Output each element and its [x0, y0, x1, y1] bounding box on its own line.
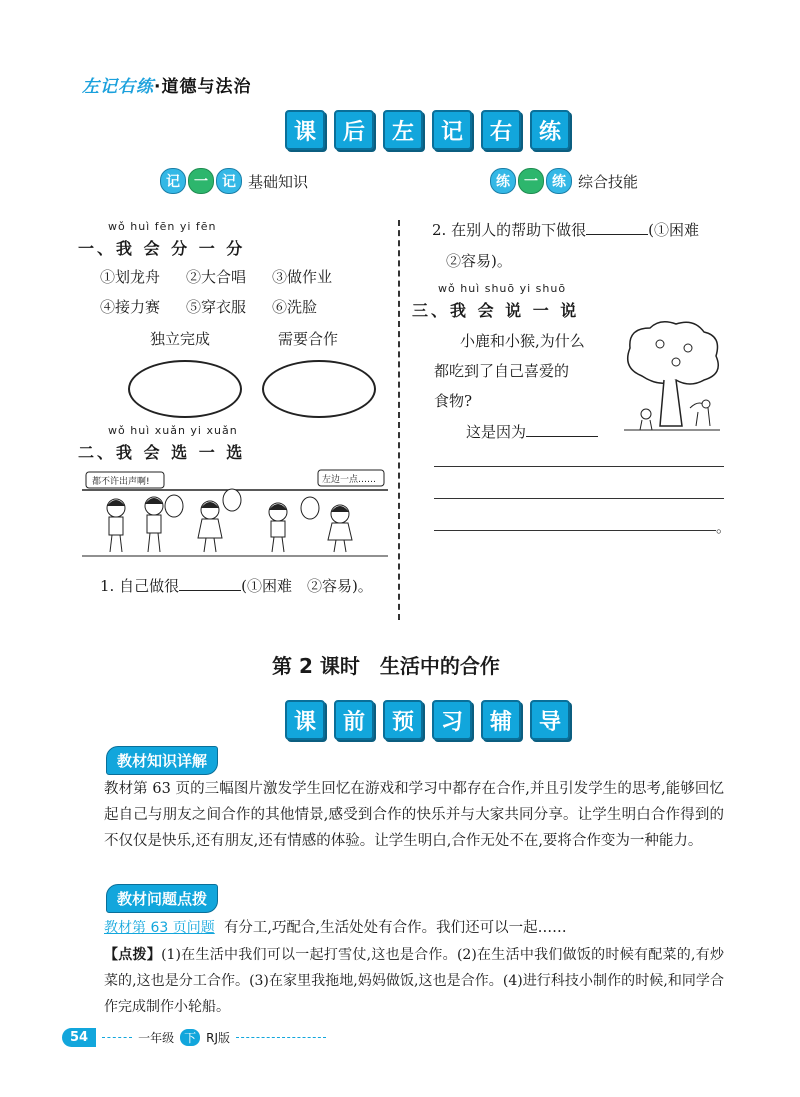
story-line-1: 小鹿和小猴,为什么 [460, 332, 585, 350]
footer-dash [102, 1037, 132, 1038]
option-item: ⑥洗脸 [272, 298, 318, 316]
answer-line-3[interactable] [434, 530, 716, 531]
sec1-heading: 一、我 会 分 一 分 [78, 239, 246, 258]
q2-line2: ②容易)。 [446, 252, 512, 270]
footer-grade: 一年级 [138, 1031, 175, 1045]
speech-bubble-left: 左边一点…… [322, 475, 377, 485]
page-number: 54 [62, 1028, 96, 1047]
category-independent: 独立完成 [150, 330, 211, 348]
brand-title [82, 72, 251, 97]
title-char: 记 [432, 110, 472, 150]
q2-blank[interactable] [586, 218, 648, 235]
kids-hanging-picture-illustration [82, 466, 388, 562]
column-divider [398, 220, 400, 620]
sec2-pinyin: wǒ huì xuǎn yi xuǎn [108, 424, 238, 437]
title-char: 后 [334, 110, 374, 150]
because-line [466, 420, 598, 443]
tip-paragraph [104, 942, 724, 1020]
answer-ellipse-independent [128, 360, 242, 418]
q1-prefix: 1. 自己做很 [100, 577, 180, 595]
badge-char: 一 [188, 168, 214, 194]
tag-question-tips: 教材问题点拨 [106, 884, 218, 913]
title-char: 习 [432, 700, 472, 740]
sec2-heading: 二、我 会 选 一 选 [78, 443, 246, 462]
question-1 [100, 574, 373, 597]
option-item: ③做作业 [272, 268, 333, 286]
badge-char: 记 [160, 168, 186, 194]
sec1-options-row1 [100, 266, 332, 288]
answer-line-2[interactable] [434, 498, 724, 499]
title-char: 导 [530, 700, 570, 740]
title-char: 预 [383, 700, 423, 740]
sec3-heading: 三、我 会 说 一 说 [412, 301, 580, 320]
answer-ellipse-cooperate [262, 360, 376, 418]
title-char: 课 [285, 700, 325, 740]
question-text: 有分工,巧配合,生活处处有合作。我们还可以一起…… [223, 920, 567, 936]
story-line-2: 都吃到了自己喜爱的 [434, 362, 570, 380]
badge-char: 练 [490, 168, 516, 194]
badge-label: 综合技能 [578, 172, 639, 191]
title-char: 前 [334, 700, 374, 740]
badge-skills [490, 168, 638, 194]
q1-blank[interactable] [179, 574, 241, 591]
question-2 [432, 218, 699, 241]
because-blank[interactable] [526, 420, 598, 437]
answer-line-1[interactable] [434, 466, 724, 467]
q2-suffix: (①困难 [648, 221, 699, 239]
badge-char: 一 [518, 168, 544, 194]
option-item: ①划龙舟 [100, 268, 161, 286]
title-char: 课 [285, 110, 325, 150]
brand-separator: · [154, 77, 162, 97]
tip-text: (1)在生活中我们可以一起打雪仗,这也是合作。(2)在生活中我们做饭的时候有配菜的,有炒菜的,这也是分工合作。(3)在家里我拖地,妈妈做饭,这也是合作。(4)进行科技小制作的时候,和同学合作完成制作小轮船。 [104, 947, 725, 1015]
section-title-preview [285, 700, 570, 740]
category-cooperate: 需要合作 [278, 330, 339, 348]
q1-suffix: (①困难 ②容易)。 [241, 577, 373, 595]
tip-label: 【点拨】 [104, 947, 162, 963]
sec1-options-row2 [100, 296, 317, 318]
because-label: 这是因为 [466, 423, 527, 441]
page-footer [62, 1028, 326, 1047]
footer-edition: RJ版 [206, 1031, 231, 1045]
deer-monkey-tree-illustration [620, 318, 724, 436]
badge-char: 练 [546, 168, 572, 194]
option-item: ⑤穿衣服 [186, 298, 247, 316]
title-char: 辅 [481, 700, 521, 740]
knowledge-paragraph: 教材第 63 页的三幅图片激发学生回忆在游戏和学习中都存在合作,并且引发学生的思考,能够回忆起自己与朋友之间合作的其他情景,感受到合作的快乐并与大家共同分享。让学生明白合作得到的不仅仅是快乐,还有朋友,还有情感的体验。让学生明白,合作无处不在,要将合作变为一种能力。 [104, 781, 724, 849]
end-mark: 。 [716, 518, 732, 536]
lesson-title: 第 2 课时 生活中的合作 [272, 654, 500, 678]
question-line [104, 916, 744, 937]
title-char: 左 [383, 110, 423, 150]
badge-pill [160, 168, 242, 194]
brand-prefix: 左记右练 [82, 77, 154, 97]
tag-knowledge-explained: 教材知识详解 [106, 746, 218, 775]
textbook-question-link[interactable]: 教材第 63 页问题 [104, 920, 215, 936]
option-item: ④接力赛 [100, 298, 161, 316]
section-title-after-class [285, 110, 570, 150]
badge-pill [490, 168, 572, 194]
q2-prefix: 2. 在别人的帮助下做很 [432, 221, 587, 239]
badge-basic-knowledge [160, 168, 308, 194]
sec1-pinyin: wǒ huì fēn yi fēn [108, 220, 217, 233]
sec3-pinyin: wǒ huì shuō yi shuō [438, 282, 567, 295]
footer-dash [236, 1037, 326, 1038]
title-char: 练 [530, 110, 570, 150]
option-item: ②大合唱 [186, 268, 247, 286]
title-char: 右 [481, 110, 521, 150]
footer-term: 下 [180, 1029, 200, 1046]
speech-bubble-quiet: 都不许出声啊! [92, 477, 150, 487]
brand-subject: 道德与法治 [161, 77, 252, 97]
badge-label: 基础知识 [248, 172, 309, 191]
badge-char: 记 [216, 168, 242, 194]
story-line-3: 食物? [434, 392, 473, 410]
